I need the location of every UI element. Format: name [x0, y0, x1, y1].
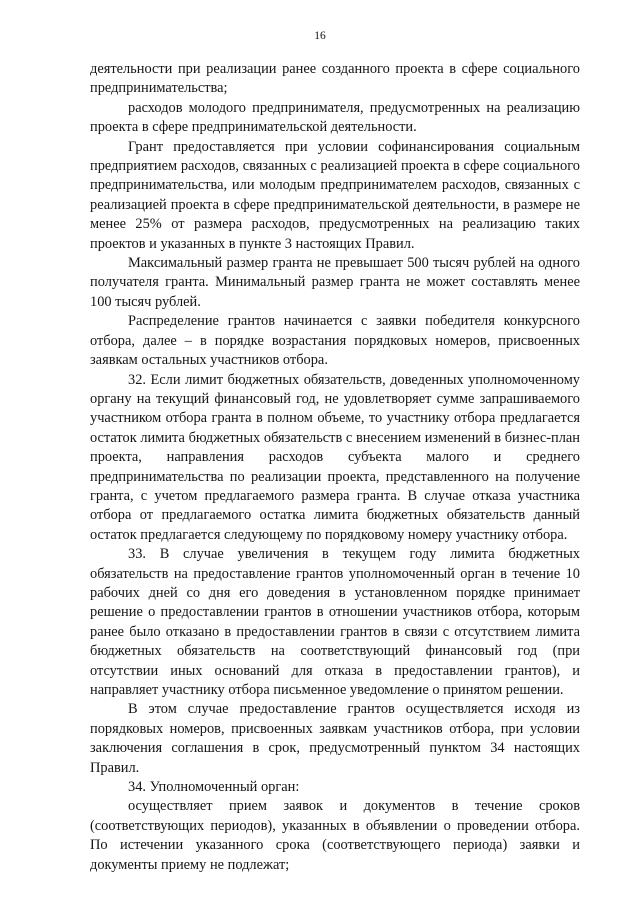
- page-number: 16: [314, 30, 326, 42]
- paragraph-grant-size: Максимальный размер гранта не превышает 500 тысяч рублей на одного получателя гранта. Минимальный размер гранта не может составлять менее 100 тысяч рублей.: [90, 255, 580, 310]
- document-body: [90, 60, 580, 875]
- paragraph-clause-34-heading: 34. Уполномоченный орган:: [128, 779, 300, 796]
- paragraph-grant-distribution: Распределение грантов начинается с заявки победителя конкурсного отбора, далее – в порядке возрастания порядковых номеров, присвоенных заявкам остальных участников отбора.: [90, 313, 580, 369]
- paragraph-young-entrepreneur-expenses: расходов молодого предпринимателя, предусмотренных на реализацию проекта в сфере предпринимательской деятельности.: [90, 99, 580, 136]
- paragraph-clause-33: 33. В случае увеличения в текущем году лимита бюджетных обязательств на предоставление грантов уполномоченный орган в течение 10 рабочих дней со дня его доведения в установленном порядке принимает решение о предоставлении грантов в отношении участников отбора, которым ранее было отказано в предоставлении грантов в связи с отсутствием лимита бюджетных обязательств на соответствующий финансовый год (при отсутствии иных оснований для отказа в предоставлении грантов), и направляет участнику отбора письменное уведомление о принятом решении.: [90, 546, 580, 698]
- paragraph-clause-33-continuation: В этом случае предоставление грантов осуществляется исходя из порядковых номеров, присвоенных заявкам участников отбора, при условии заключения соглашения в срок, предусмотренный пунктом 34 настоящих Правил.: [90, 701, 580, 776]
- paragraph-clause-34-item: осуществляет прием заявок и документов в течение сроков (соответствующих периодов), указанных в объявлении о проведении отбора. По истечении указанного срока (соответствующего периода) заявки и документы приему не подлежат;: [90, 798, 580, 873]
- paragraph-cofinancing-condition: Грант предоставляется при условии софинансирования социальным предприятием расходов, связанных с реализацией проекта в сфере социального предпринимательства, или молодым предпринимателем расходов, связанных с реализацией проекта в сфере предпринимательской деятельности, в размере не менее 25% от размера расходов, предусмотренных на реализацию таких проектов и указанных в пункте 3 настоящих Правил.: [90, 138, 580, 252]
- paragraph-clause-32: 32. Если лимит бюджетных обязательств, доведенных уполномоченному органу на текущий финансовый год, не удовлетворяет сумме запрашиваемого участником отбора гранта в полном объеме, то участнику отбора предлагается остаток лимита бюджетных обязательств с внесением изменений в бизнес-план проекта, направления расходов субъекта малого и среднего предпринимательства по реализации проекта, представленного на получение гранта, с учетом предлагаемого размера гранта. В случае отказа участника отбора от предлагаемого остатка лимита бюджетных обязательств данный остаток предлагается следующему по порядковому номеру участнику отбора.: [90, 371, 580, 543]
- paragraph-continuation: деятельности при реализации ранее созданного проекта в сфере социального предпринимательства;: [90, 61, 580, 97]
